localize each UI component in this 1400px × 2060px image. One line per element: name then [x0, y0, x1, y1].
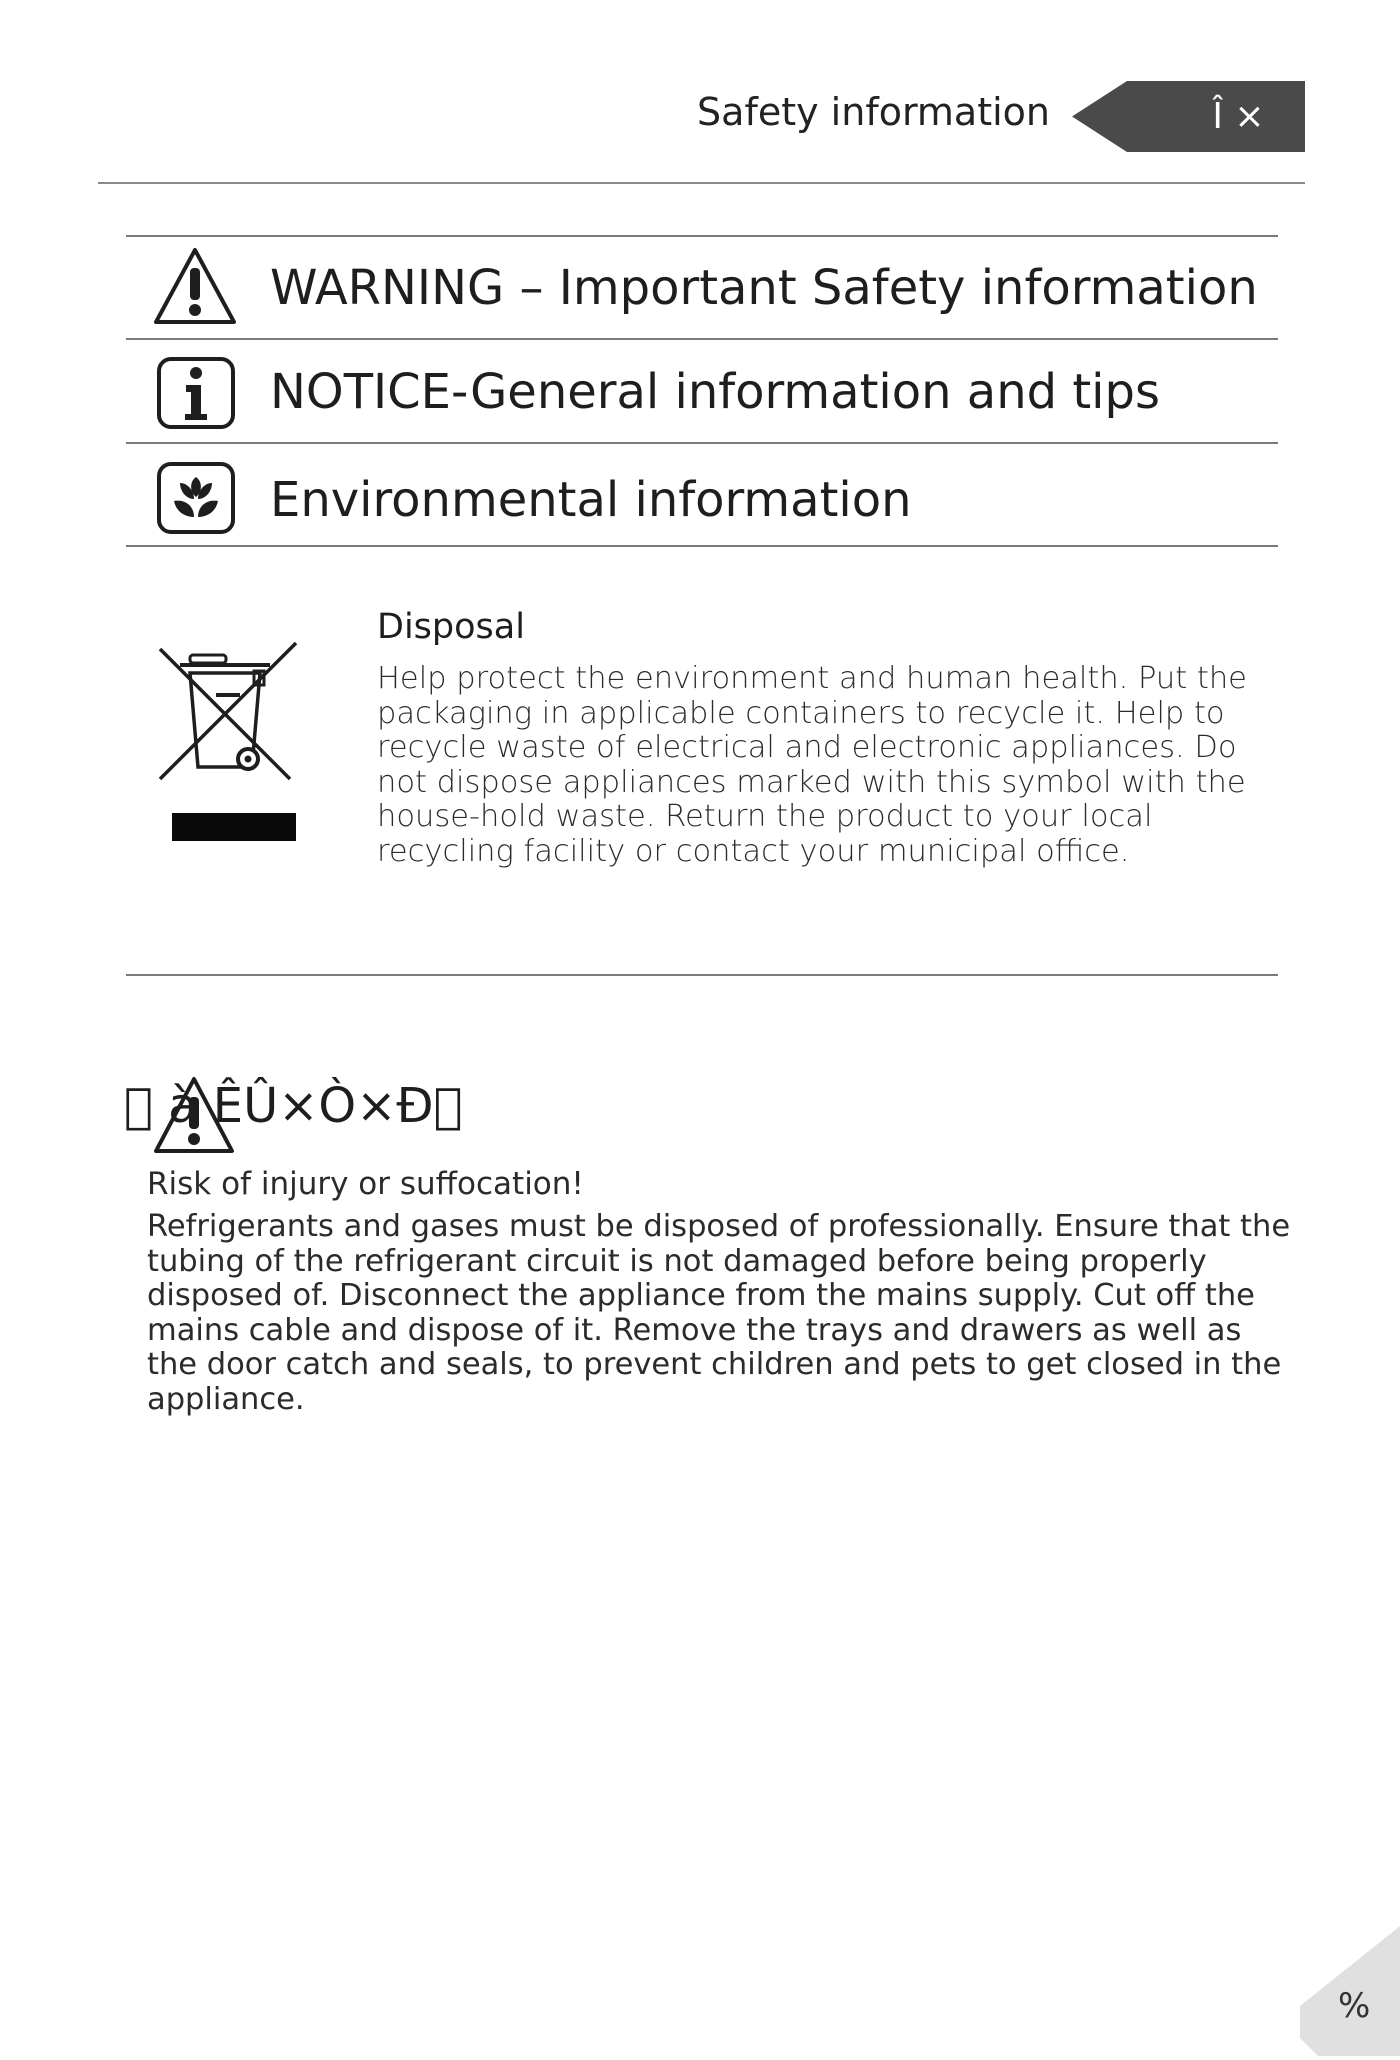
legend-environmental-label: Environmental information	[270, 472, 912, 528]
disposal-body: Help protect the environment and human health. Put the packaging in applicable containers to recycle it. Help to recycle waste of electrical and electronic appliances. Do not dispose appliances marked with this symbol with the house-hold waste. Return the product to your local recycling facility or contact your municipal office.	[377, 661, 1247, 869]
legend-rule-2	[126, 442, 1278, 444]
crossed-out-bin-icon	[158, 641, 300, 843]
page-number: %	[1338, 1986, 1371, 2026]
info-icon	[156, 356, 236, 430]
legend-notice-label: NOTICE-General information and tips	[270, 364, 1160, 420]
warning-heading: 􀀀 à ÊÛ×Ò×Ð􀀀	[124, 1078, 463, 1134]
header-divider	[98, 182, 1305, 184]
legend-rule-1	[126, 338, 1278, 340]
header-tab	[1072, 81, 1305, 152]
risk-statement: Risk of injury or suffocation!	[147, 1166, 584, 1202]
header-tab-label: Î ×	[1212, 96, 1265, 137]
flower-icon	[156, 461, 236, 535]
warning-triangle-icon	[152, 246, 238, 326]
page-header-title: Safety information	[697, 90, 1050, 134]
section-divider	[126, 974, 1278, 976]
legend-warning-label: WARNING – Important Safety information	[270, 260, 1258, 316]
disposal-title: Disposal	[377, 607, 525, 647]
warning-body: Refrigerants and gases must be disposed of professionally. Ensure that the tubing of the refrigerant circuit is not damaged before being properly disposed of. Disconnect the appliance from the mains supply. Cut off the mains cable and dispose of it. Remove the trays and drawers as well as the door catch and seals, to prevent children and pets to get closed in the appliance.	[147, 1209, 1291, 1417]
legend-bottom-rule	[126, 545, 1278, 547]
legend-top-rule	[126, 235, 1278, 237]
